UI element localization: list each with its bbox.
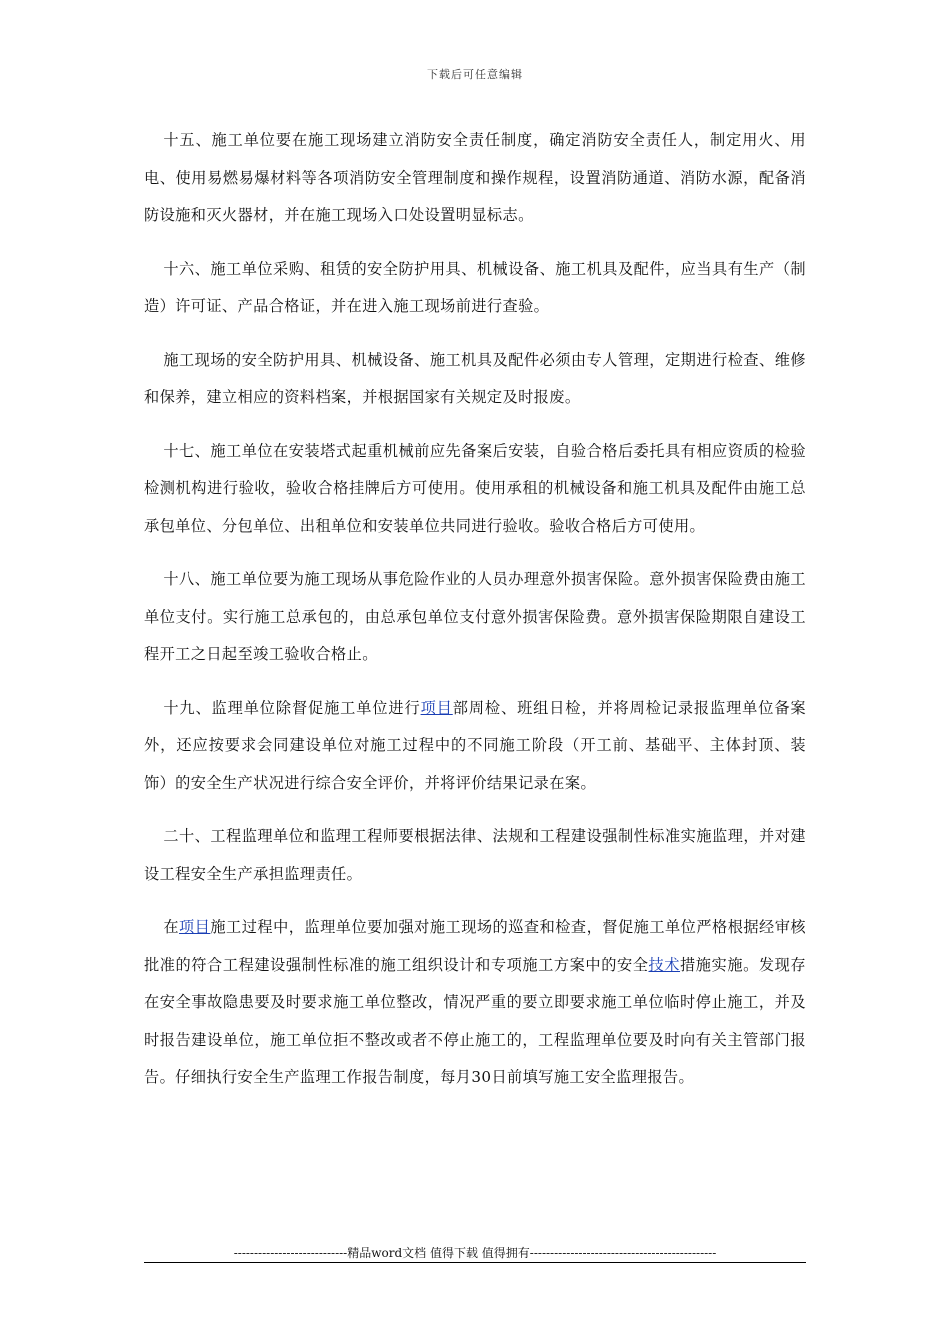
inline-link[interactable]: 项目 xyxy=(179,918,211,936)
page-header: 下载后可任意编辑 xyxy=(427,68,523,81)
paragraph-text: 施工过程中，监理单位要加强对施工现场的巡查和检查，督促施工单位严格根据经审核批准的符合工程建设强制性标准的施工组织设计和专项施工方案中的安全 xyxy=(144,918,806,974)
paragraph-text: 措施实施。发现存在安全事故隐患要及时要求施工单位整改，情况严重的要立即要求施工单位临时停止施工，并及时报告建设单位，施工单位拒不整改或者不停止施工的，工程监理单位要及时向有关主管部门报告。仔细执行安全生产监理工作报告制度，每月30日前填写施工安全监理报告。 xyxy=(144,955,806,1086)
paragraph-text: 十九、监理单位除督促施工单位进行 xyxy=(163,698,421,717)
paragraph xyxy=(144,122,806,235)
paragraph xyxy=(144,433,806,546)
page-footer: ----------------------------精品word文档 值得下载 值得拥有---------------------------------------------- xyxy=(233,1246,717,1260)
paragraph-text: 二十、工程监理单位和监理工程师要根据法律、法规和工程建设强制性标准实施监理，并对建设工程安全生产承担监理责任。 xyxy=(144,827,806,883)
inline-link[interactable]: 技术 xyxy=(648,955,681,974)
paragraph xyxy=(144,818,806,893)
paragraph-text: 部周检、班组日检，并将周检记录报监理单位备案外，还应按要求会同建设单位对施工过程中的不同施工阶段（开工前、基础平、主体封顶、装饰）的安全生产状况进行综合安全评价，并将评价结果记录在案。 xyxy=(144,698,806,792)
paragraph xyxy=(144,561,806,674)
paragraph-text: 十八、施工单位要为施工现场从事危险作业的人员办理意外损害保险。意外损害保险费由施工单位支付。实行施工总承包的，由总承包单位支付意外损害保险费。意外损害保险期限自建设工程开工之日起至竣工验收合格止。 xyxy=(144,570,806,663)
paragraph-text: 十五、施工单位要在施工现场建立消防安全责任制度，确定消防安全责任人，制定用火、用电、使用易燃易爆材料等各项消防安全管理制度和操作规程，设置消防通道、消防水源，配备消防设施和灭火器材，并在施工现场入口处设置明显标志。 xyxy=(144,131,806,224)
paragraph-text: 十七、施工单位在安装塔式起重机械前应先备案后安装，自验合格后委托具有相应资质的检验检测机构进行验收，验收合格挂牌后方可使用。使用承租的机械设备和施工机具及配件由施工总承包单位、分包单位、出租单位和安装单位共同进行验收。验收合格后方可使用。 xyxy=(144,441,806,535)
document-body xyxy=(144,122,806,1113)
paragraph-text: 十六、施工单位采购、租赁的安全防护用具、机械设备、施工机具及配件，应当具有生产（制造）许可证、产品合格证，并在进入施工现场前进行查验。 xyxy=(144,259,806,315)
paragraph xyxy=(144,342,806,417)
paragraph xyxy=(144,251,806,326)
paragraph xyxy=(144,690,806,803)
inline-link[interactable]: 项目 xyxy=(420,698,453,717)
footer-divider xyxy=(144,1262,806,1263)
paragraph-text: 施工现场的安全防护用具、机械设备、施工机具及配件必须由专人管理，定期进行检查、维修和保养，建立相应的资料档案，并根据国家有关规定及时报废。 xyxy=(144,350,806,406)
paragraph xyxy=(144,909,806,1097)
paragraph-text: 在 xyxy=(163,918,179,936)
